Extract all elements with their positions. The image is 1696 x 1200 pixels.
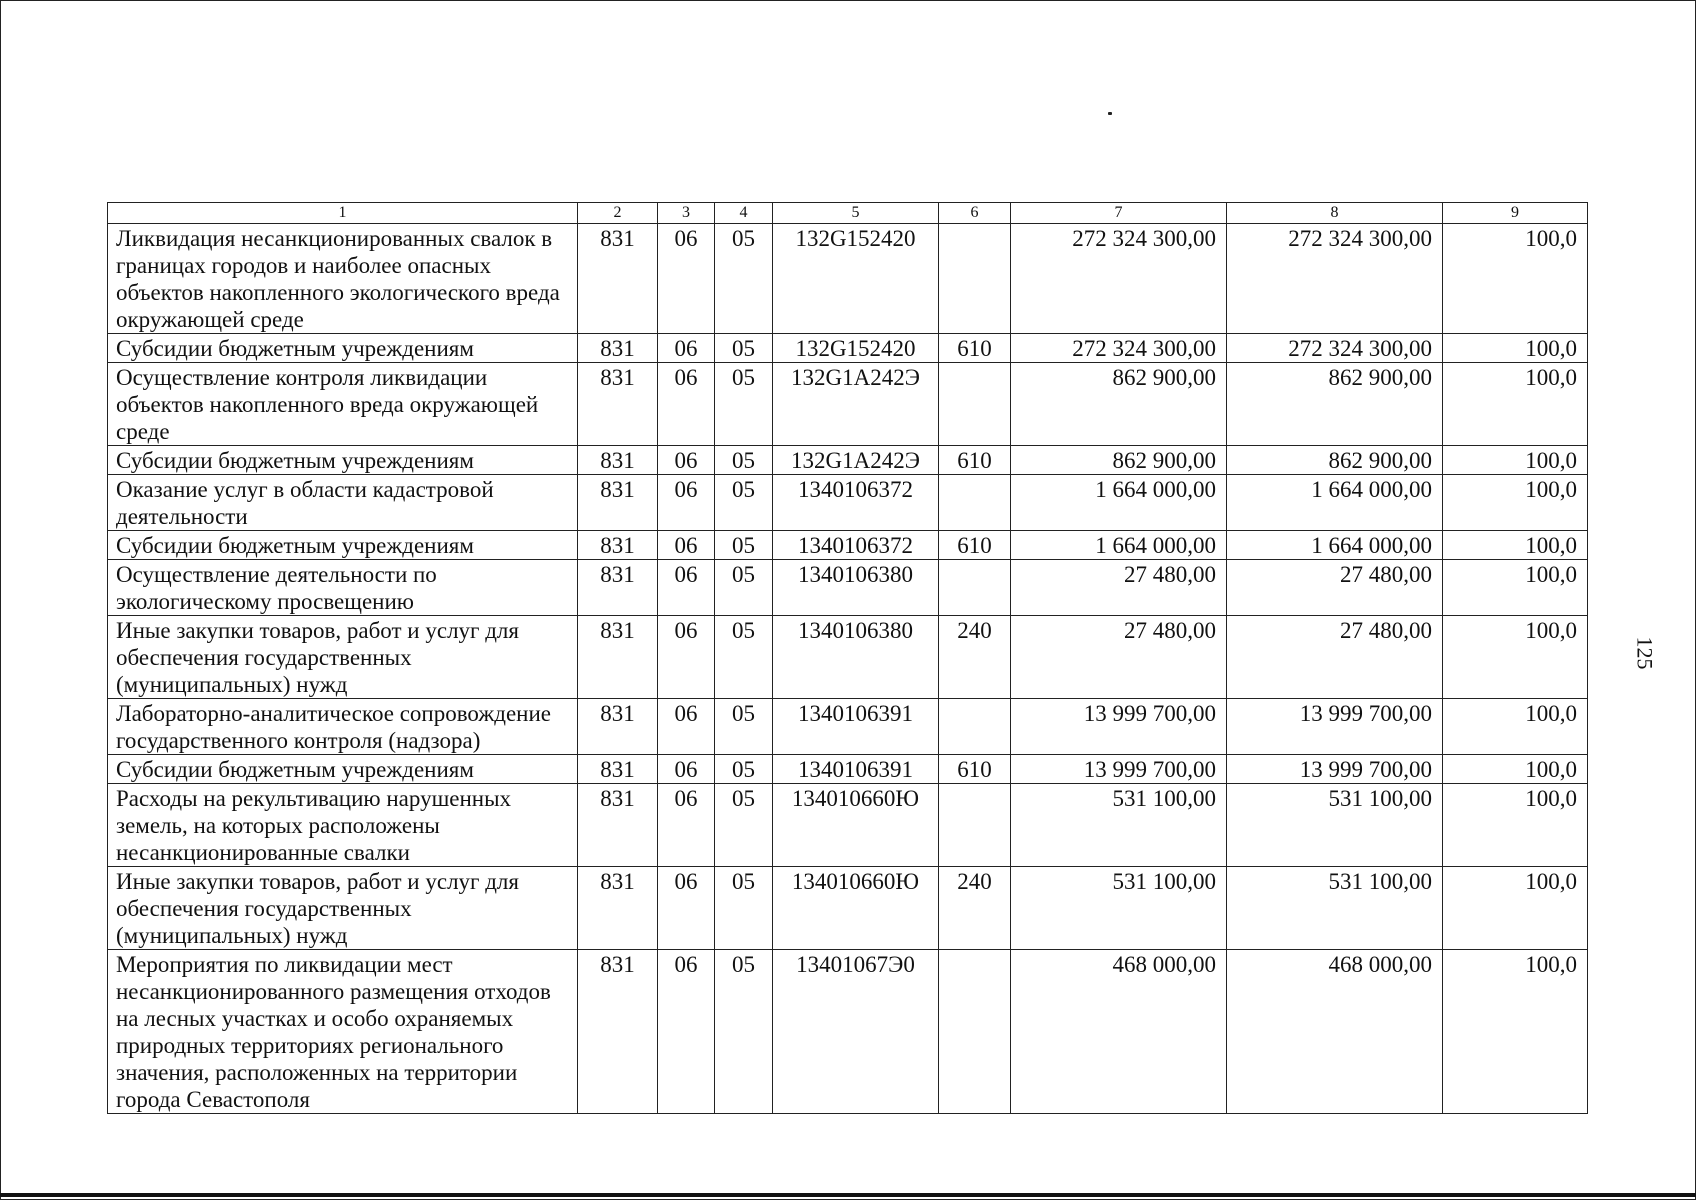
cell-planned-amount: 27 480,00: [1011, 616, 1227, 699]
cell-target-article: 1340106372: [773, 475, 939, 531]
cell-target-article: 132G152420: [773, 334, 939, 363]
column-number: 2: [578, 203, 658, 224]
cell-section: 06: [658, 224, 715, 334]
cell-subsection: 05: [715, 531, 773, 560]
table-row: [108, 616, 1588, 699]
table-row: [108, 363, 1588, 446]
cell-target-article: 13401067Э0: [773, 950, 939, 1114]
cell-admin-code: 831: [578, 224, 658, 334]
table-row: [108, 867, 1588, 950]
cell-subsection: 05: [715, 224, 773, 334]
cell-planned-amount: 862 900,00: [1011, 363, 1227, 446]
table-row: [108, 334, 1588, 363]
cell-section: 06: [658, 531, 715, 560]
cell-executed-amount: 27 480,00: [1227, 616, 1443, 699]
cell-admin-code: 831: [578, 755, 658, 784]
cell-target-article: 1340106380: [773, 616, 939, 699]
cell-target-article: 132G152420: [773, 224, 939, 334]
cell-execution-percent: 100,0: [1443, 560, 1588, 616]
cell-executed-amount: 13 999 700,00: [1227, 699, 1443, 755]
column-number: 1: [108, 203, 578, 224]
row-name: Осуществление деятельности по экологическому просвещению: [108, 560, 578, 616]
cell-execution-percent: 100,0: [1443, 363, 1588, 446]
cell-admin-code: 831: [578, 446, 658, 475]
row-name: Субсидии бюджетным учреждениям: [108, 755, 578, 784]
column-number: 7: [1011, 203, 1227, 224]
cell-subsection: 05: [715, 867, 773, 950]
cell-section: 06: [658, 560, 715, 616]
cell-admin-code: 831: [578, 334, 658, 363]
cell-planned-amount: 13 999 700,00: [1011, 699, 1227, 755]
cell-target-article: 132G1A242Э: [773, 363, 939, 446]
cell-target-article: 1340106372: [773, 531, 939, 560]
cell-execution-percent: 100,0: [1443, 950, 1588, 1114]
cell-admin-code: 831: [578, 560, 658, 616]
cell-planned-amount: 272 324 300,00: [1011, 224, 1227, 334]
cell-executed-amount: 272 324 300,00: [1227, 224, 1443, 334]
cell-executed-amount: 531 100,00: [1227, 784, 1443, 867]
column-number: 9: [1443, 203, 1588, 224]
cell-execution-percent: 100,0: [1443, 334, 1588, 363]
table-row: [108, 475, 1588, 531]
cell-admin-code: 831: [578, 950, 658, 1114]
cell-admin-code: 831: [578, 531, 658, 560]
cell-executed-amount: 27 480,00: [1227, 560, 1443, 616]
row-name: Ликвидация несанкционированных свалок в границах городов и наиболее опасных объектов накопленного экологического вреда окружающей среде: [108, 224, 578, 334]
cell-executed-amount: 1 664 000,00: [1227, 531, 1443, 560]
cell-target-article: 1340106391: [773, 755, 939, 784]
cell-execution-percent: 100,0: [1443, 867, 1588, 950]
column-number: 3: [658, 203, 715, 224]
cell-admin-code: 831: [578, 699, 658, 755]
cell-subsection: 05: [715, 755, 773, 784]
cell-expense-type: [939, 224, 1011, 334]
cell-section: 06: [658, 950, 715, 1114]
row-name: Иные закупки товаров, работ и услуг для обеспечения государственных (муниципальных) нужд: [108, 867, 578, 950]
table-row: [108, 755, 1588, 784]
cell-executed-amount: 1 664 000,00: [1227, 475, 1443, 531]
cell-planned-amount: 1 664 000,00: [1011, 475, 1227, 531]
cell-section: 06: [658, 475, 715, 531]
cell-target-article: 134010660Ю: [773, 784, 939, 867]
column-number: 8: [1227, 203, 1443, 224]
table-row: [108, 224, 1588, 334]
cell-admin-code: 831: [578, 784, 658, 867]
cell-admin-code: 831: [578, 363, 658, 446]
budget-table: [107, 202, 1588, 1114]
cell-expense-type: 240: [939, 867, 1011, 950]
scan-bottom-edge: [0, 1193, 1696, 1197]
row-name: Субсидии бюджетным учреждениям: [108, 334, 578, 363]
row-name: Осуществление контроля ликвидации объектов накопленного вреда окружающей среде: [108, 363, 578, 446]
cell-admin-code: 831: [578, 867, 658, 950]
cell-expense-type: [939, 560, 1011, 616]
cell-target-article: 1340106391: [773, 699, 939, 755]
cell-expense-type: 610: [939, 446, 1011, 475]
cell-planned-amount: 862 900,00: [1011, 446, 1227, 475]
cell-executed-amount: 13 999 700,00: [1227, 755, 1443, 784]
column-number: 6: [939, 203, 1011, 224]
cell-execution-percent: 100,0: [1443, 784, 1588, 867]
table-row: [108, 784, 1588, 867]
cell-section: 06: [658, 699, 715, 755]
cell-execution-percent: 100,0: [1443, 616, 1588, 699]
cell-section: 06: [658, 334, 715, 363]
row-name: Субсидии бюджетным учреждениям: [108, 446, 578, 475]
row-name: Расходы на рекультивацию нарушенных земель, на которых расположены несанкционированные свалки: [108, 784, 578, 867]
cell-planned-amount: 531 100,00: [1011, 867, 1227, 950]
cell-admin-code: 831: [578, 475, 658, 531]
cell-executed-amount: 862 900,00: [1227, 446, 1443, 475]
cell-target-article: 1340106380: [773, 560, 939, 616]
scan-speck: [1108, 112, 1112, 115]
cell-expense-type: [939, 475, 1011, 531]
cell-section: 06: [658, 363, 715, 446]
cell-section: 06: [658, 867, 715, 950]
cell-executed-amount: 468 000,00: [1227, 950, 1443, 1114]
row-name: Мероприятия по ликвидации мест несанкционированного размещения отходов на лесных участках и особо охраняемых природных территориях регионального значения, расположенных на территории города Севастополя: [108, 950, 578, 1114]
cell-planned-amount: 468 000,00: [1011, 950, 1227, 1114]
cell-subsection: 05: [715, 950, 773, 1114]
cell-expense-type: [939, 950, 1011, 1114]
cell-execution-percent: 100,0: [1443, 446, 1588, 475]
cell-execution-percent: 100,0: [1443, 475, 1588, 531]
cell-expense-type: 240: [939, 616, 1011, 699]
cell-section: 06: [658, 784, 715, 867]
table-row: [108, 699, 1588, 755]
cell-executed-amount: 531 100,00: [1227, 867, 1443, 950]
cell-expense-type: [939, 363, 1011, 446]
cell-executed-amount: 862 900,00: [1227, 363, 1443, 446]
cell-planned-amount: 13 999 700,00: [1011, 755, 1227, 784]
cell-subsection: 05: [715, 560, 773, 616]
cell-planned-amount: 272 324 300,00: [1011, 334, 1227, 363]
cell-execution-percent: 100,0: [1443, 699, 1588, 755]
cell-planned-amount: 27 480,00: [1011, 560, 1227, 616]
cell-section: 06: [658, 755, 715, 784]
cell-execution-percent: 100,0: [1443, 755, 1588, 784]
cell-section: 06: [658, 616, 715, 699]
cell-expense-type: [939, 784, 1011, 867]
cell-subsection: 05: [715, 334, 773, 363]
cell-subsection: 05: [715, 363, 773, 446]
table-row: [108, 531, 1588, 560]
cell-subsection: 05: [715, 616, 773, 699]
row-name: Оказание услуг в области кадастровой деятельности: [108, 475, 578, 531]
row-name: Субсидии бюджетным учреждениям: [108, 531, 578, 560]
cell-subsection: 05: [715, 699, 773, 755]
row-name: Иные закупки товаров, работ и услуг для обеспечения государственных (муниципальных) нужд: [108, 616, 578, 699]
table-row: [108, 446, 1588, 475]
table-row: [108, 560, 1588, 616]
cell-expense-type: [939, 699, 1011, 755]
cell-execution-percent: 100,0: [1443, 224, 1588, 334]
cell-subsection: 05: [715, 784, 773, 867]
cell-execution-percent: 100,0: [1443, 531, 1588, 560]
cell-subsection: 05: [715, 475, 773, 531]
cell-target-article: 134010660Ю: [773, 867, 939, 950]
cell-expense-type: 610: [939, 334, 1011, 363]
cell-planned-amount: 531 100,00: [1011, 784, 1227, 867]
cell-subsection: 05: [715, 446, 773, 475]
cell-admin-code: 831: [578, 616, 658, 699]
cell-expense-type: 610: [939, 755, 1011, 784]
table-header-row: [108, 203, 1588, 224]
column-number: 4: [715, 203, 773, 224]
row-name: Лабораторно-аналитическое сопровождение государственного контроля (надзора): [108, 699, 578, 755]
cell-target-article: 132G1A242Э: [773, 446, 939, 475]
table-row: [108, 950, 1588, 1114]
cell-planned-amount: 1 664 000,00: [1011, 531, 1227, 560]
page-number: 125: [1632, 636, 1658, 670]
cell-section: 06: [658, 446, 715, 475]
column-number: 5: [773, 203, 939, 224]
cell-expense-type: 610: [939, 531, 1011, 560]
cell-executed-amount: 272 324 300,00: [1227, 334, 1443, 363]
